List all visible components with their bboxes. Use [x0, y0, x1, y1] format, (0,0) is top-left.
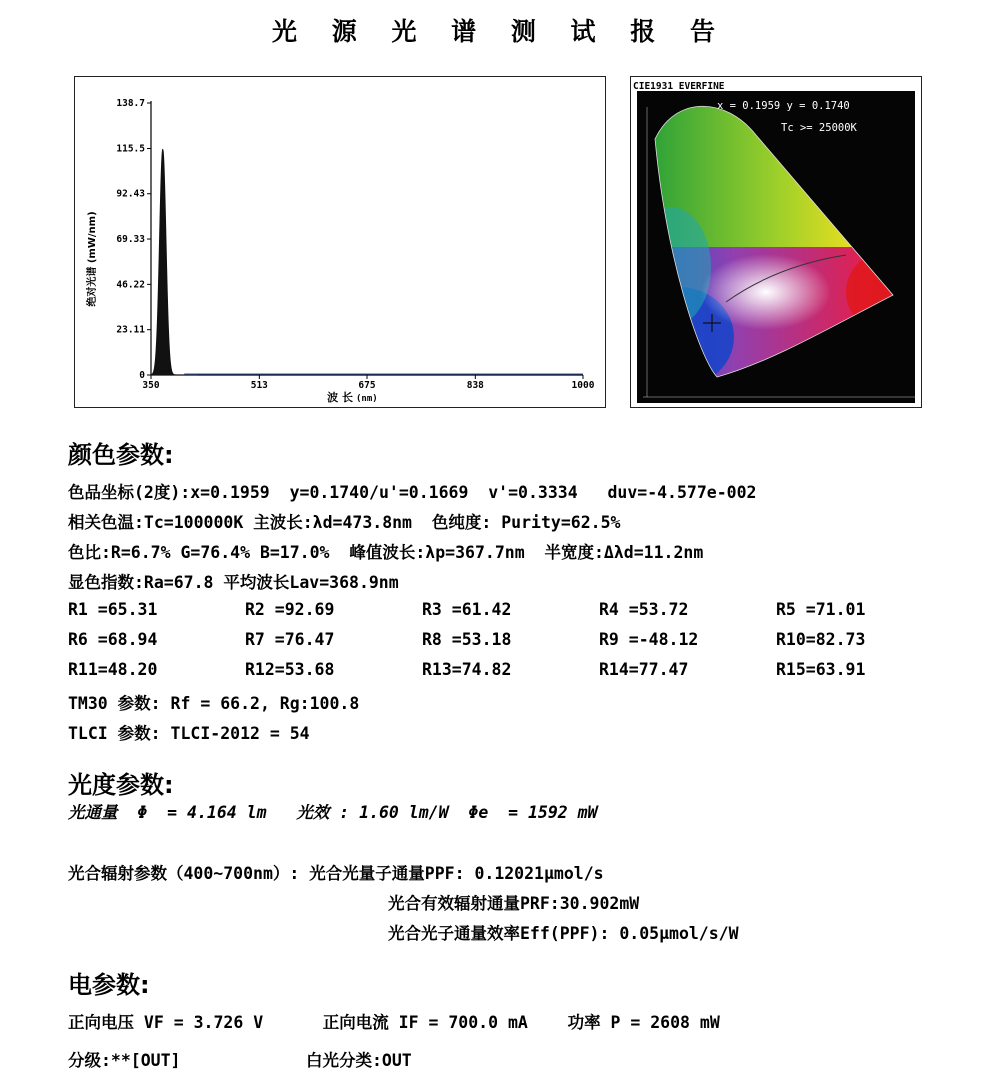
cie-tc-readout: Tc >= 25000K: [781, 122, 857, 134]
color-params-heading: 颜色参数:: [68, 441, 174, 469]
cie-header: CIE1931 EVERFINE: [633, 81, 725, 92]
spectrum-y-axis-label: 绝对光谱 (mW/nm): [87, 211, 98, 307]
par-line-1: 光合辐射参数（400~700nm）: 光合光量子通量PPF: 0.12021μmol/s: [68, 864, 604, 883]
r-value: R9 =-48.12: [599, 630, 699, 649]
cie-diagram-panel: [630, 76, 922, 408]
spectrum-chart: [75, 77, 605, 407]
r-value: R5 =71.01: [776, 600, 866, 619]
spectrum-curve: [151, 150, 198, 375]
cie-diagram: [631, 77, 921, 407]
x-tick-label: 675: [358, 380, 376, 391]
par-line-2: 光合有效辐射通量PRF:30.902mW: [388, 894, 640, 913]
y-tick-label: 0: [139, 370, 145, 381]
r-value: R13=74.82: [422, 660, 512, 679]
cie-xy-readout: x = 0.1959 y = 0.1740: [717, 100, 850, 112]
y-tick-label: 115.5: [116, 143, 145, 155]
grade-line: 分级:**[OUT]: [68, 1051, 181, 1070]
y-tick-label: 92.43: [116, 188, 145, 200]
x-tick-label: 838: [466, 380, 484, 391]
electrical-line: 正向电压 VF = 3.726 V 正向电流 IF = 700.0 mA 功率 P = 2608 mW: [68, 1013, 720, 1032]
r-value: R8 =53.18: [422, 630, 512, 649]
white-class-line: 白光分类:OUT: [306, 1051, 412, 1070]
r-value: R4 =53.72: [599, 600, 689, 619]
flux-line: 光通量 Φ = 4.164 lm 光效 : 1.60 lm/W Φe = 1592 mW: [68, 803, 598, 822]
chromaticity-line: 色品坐标(2度):x=0.1959 y=0.1740/u'=0.1669 v'=0.3334 duv=-4.577e-002: [68, 483, 757, 502]
x-tick-label: 350: [142, 380, 160, 391]
y-tick-label: 69.33: [116, 234, 145, 246]
r-value: R11=48.20: [68, 660, 158, 679]
spectrum-chart-panel: [74, 76, 606, 408]
r-value: R1 =65.31: [68, 600, 158, 619]
cct-line: 相关色温:Tc=100000K 主波长:λd=473.8nm 色纯度: Purity=62.5%: [68, 513, 621, 532]
r-value: R15=63.91: [776, 660, 866, 679]
par-line-3: 光合光子通量效率Eff(PPF): 0.05μmol/s/W: [388, 924, 739, 943]
photometric-heading: 光度参数:: [68, 771, 174, 799]
spectrum-x-axis-unit: (nm): [356, 394, 378, 404]
y-tick-label: 23.11: [116, 324, 145, 336]
cri-line: 显色指数:Ra=67.8 平均波长Lav=368.9nm: [68, 573, 399, 592]
x-tick-label: 1000: [571, 380, 595, 391]
tm30-line: TM30 参数: Rf = 66.2, Rg:100.8: [68, 694, 360, 713]
y-tick-label: 138.7: [116, 98, 145, 109]
x-tick-label: 513: [250, 380, 268, 391]
r-value: R7 =76.47: [245, 630, 335, 649]
spectrum-x-axis-label: 波 长: [327, 391, 353, 404]
r-value: R12=53.68: [245, 660, 335, 679]
r-value: R10=82.73: [776, 630, 866, 649]
r-value: R14=77.47: [599, 660, 689, 679]
r-value: R3 =61.42: [422, 600, 512, 619]
tlci-line: TLCI 参数: TLCI-2012 = 54: [68, 724, 310, 743]
report-title: 光 源 光 谱 测 试 报 告: [272, 17, 728, 46]
y-tick-label: 46.22: [116, 279, 145, 291]
r-value: R6 =68.94: [68, 630, 158, 649]
electrical-heading: 电参数:: [68, 971, 150, 999]
r-value: R2 =92.69: [245, 600, 335, 619]
color-ratio-line: 色比:R=6.7% G=76.4% B=17.0% 峰值波长:λp=367.7nm 半宽度:Δλd=11.2nm: [68, 543, 704, 562]
